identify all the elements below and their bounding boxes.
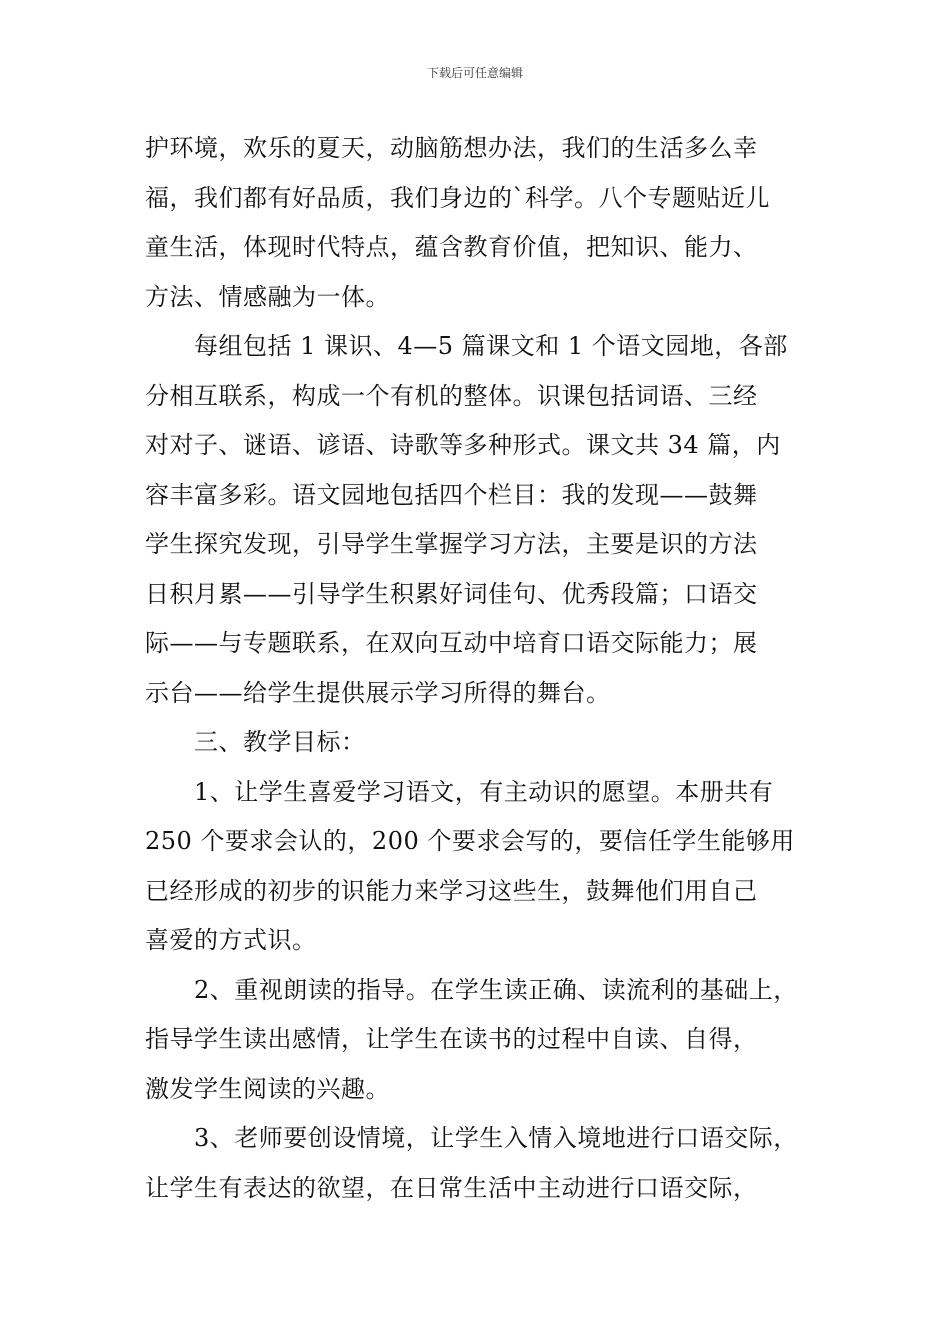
text-line: 示台——给学生提供展示学习所得的舞台。 (145, 678, 611, 707)
text-line: 分相互联系，构成一个有机的整体。识课包括词语、三经 (145, 381, 758, 410)
text-line: 让学生有表达的欲望，在日常生活中主动进行口语交际， (145, 1173, 758, 1202)
text-line: 容丰富多彩。语文园地包括四个栏目：我的发现——鼓舞 (145, 480, 758, 509)
paragraph (145, 1114, 825, 1213)
page-header-note: 下载后可任意编辑 (426, 66, 523, 80)
paragraph (145, 768, 825, 966)
text-line: 福，我们都有好品质，我们身边的`科学。八个专题贴近儿 (145, 183, 770, 212)
text-line: 喜爱的方式识。 (145, 926, 317, 954)
paragraph (145, 322, 825, 718)
paragraph (145, 966, 825, 1115)
text-line: 指导学生读出感情，让学生在读书的过程中自读、自得， (145, 1025, 758, 1053)
text-line: 方法、情感融为一体。 (145, 282, 390, 311)
text-line: 3、老师要创设情境，让学生入情入境地进行口语交际， (145, 1124, 798, 1152)
text-line: 1、让学生喜爱学习语文，有主动识的愿望。本册共有 (145, 777, 774, 806)
text-line: 际——与专题联系，在双向互动中培育口语交际能力；展 (145, 629, 758, 657)
paragraph (145, 124, 825, 322)
text-line: 每组包括 1 课识、4—5 篇课文和 1 个语文园地，各部 (145, 332, 788, 360)
text-line: 日积月累——引导学生积累好词佳句、优秀段篇；口语交 (145, 579, 758, 608)
text-line: 童生活，体现时代特点，蕴含教育价值，把知识、能力、 (145, 233, 758, 261)
text-line: 学生探究发现，引导学生掌握学习方法，主要是识的方法 (145, 530, 758, 558)
text-line: 已经形成的初步的识能力来学习这些生，鼓舞他们用自己 (145, 876, 758, 905)
text-line: 2、重视朗读的指导。在学生读正确、读流利的基础上， (145, 975, 798, 1004)
section-heading (145, 718, 825, 768)
text-line: 三、教学目标： (145, 728, 366, 756)
text-line: 对对子、谜语、谚语、诗歌等多种形式。课文共 34 篇，内 (145, 431, 781, 459)
text-line: 护环境，欢乐的夏天，动脑筋想办法，我们的生活多么幸 (145, 134, 758, 162)
text-line: 250 个要求会认的，200 个要求会写的，要信任学生能够用 (145, 827, 795, 855)
document-body (145, 124, 825, 1213)
text-line: 激发学生阅读的兴趣。 (145, 1074, 390, 1103)
